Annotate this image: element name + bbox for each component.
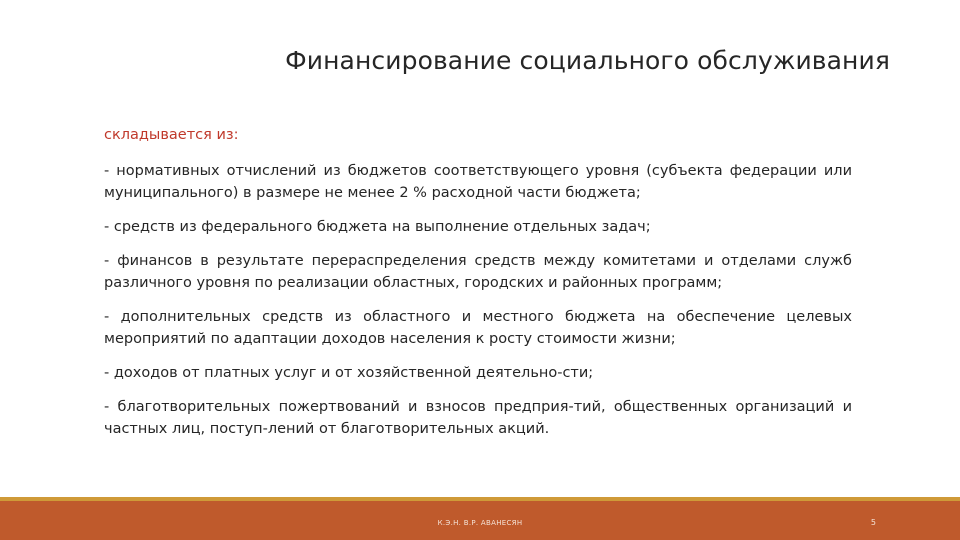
list-item: - финансов в результате перераспределения средств между комитетами и отделами служб различного уровня по реализации областных, городских и районных программ; <box>104 253 852 291</box>
list-item: - средств из федерального бюджета на выполнение отдельных задач; <box>104 219 651 235</box>
list-item: - нормативных отчислений из бюджетов соответствующего уровня (субъекта федерации или муниципального) в размере не менее 2 % расходной части бюджета; <box>104 163 852 201</box>
intro-text: складывается из: <box>104 127 239 143</box>
page-number: 5 <box>870 518 876 527</box>
footer-author: К.Э.Н. В.Р. АВАНЕСЯН <box>437 519 523 527</box>
slide-content <box>104 124 852 452</box>
slide-title: Финансирование социального обслуживания <box>285 46 890 75</box>
list-item: - дополнительных средств из областного и местного бюджета на обеспечение целевых мероприятий по адаптации доходов населения к росту стоимости жизни; <box>104 309 852 347</box>
list-item: - доходов от платных услуг и от хозяйственной деятельно-сти; <box>104 365 594 381</box>
footer-bar <box>0 497 960 540</box>
list-item: - благотворительных пожертвований и взносов предприя-тий, общественных организаций и частных лиц, поступ-лений от благотворительных акций. <box>104 399 852 437</box>
